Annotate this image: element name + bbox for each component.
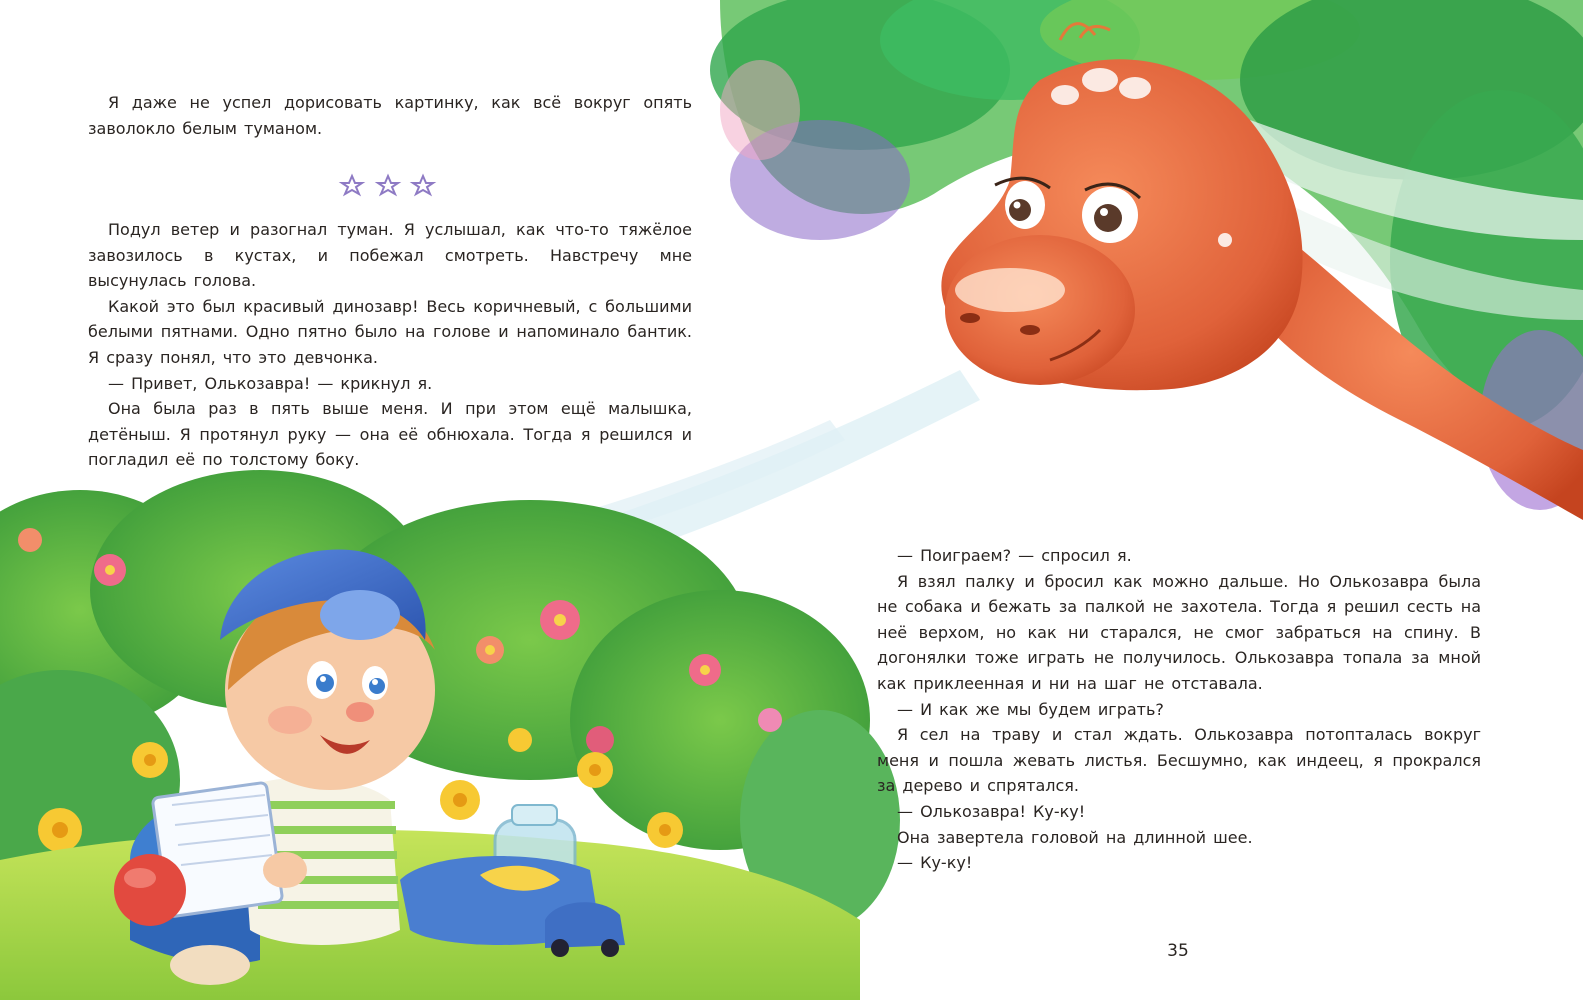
paragraph: — Олькозавра! Ку-ку! [897,801,1086,821]
paragraph: — И как же мы будем играть? [897,699,1164,719]
paragraph: Она завертела головой на длинной шее. [897,827,1253,847]
page-number: 35 [1167,941,1189,961]
paragraph: Я сел на траву и стал ждать. Олькозавра потопталась вокруг меня и пошла жевать листья. Бесшумно, как индеец, я прокрался за дерево и спрятался. [877,725,1481,796]
left-intro-text [88,90,692,141]
paragraph: — Ку-ку! [897,853,973,873]
three-stars-icon [342,176,433,194]
paragraph: Какой это был красивый динозавр! Весь коричневый, с большими белыми пятнами. Одно пятно было на голове и напоминало бантик. Я сразу понял, что это девчонка. [88,296,692,367]
left-column-text [88,217,692,473]
paragraph: Подул ветер и разогнал туман. Я услышал, как что-то тяжёлое завозилось в кустах, и побежал смотреть. Навстречу мне высунулась голова. [88,220,692,291]
paragraph: — Поиграем? — спросил я. [897,546,1132,565]
paragraph: Я взял палку и бросил как можно дальше. Но Олькозавра была не собака и бежать за палкой не захотела. Тогда я решил сесть на неё верхом, но как ни старался, не смог забраться на спину. В догонялки тоже играть не получилось. Олькозавра топала за мной как приклеенная и ни на шаг не отставала. [877,571,1481,693]
paragraph: Она была раз в пять выше меня. И при этом ещё малышка, детёныш. Я протянул руку — она её обнюхала. Тогда я решился и погладил её по толстому боку. [88,399,692,470]
paragraph: — Привет, Олькозавра! — крикнул я. [108,373,433,393]
intro-paragraph: Я даже не успел дорисовать картинку, как всё вокруг опять заволокло белым туманом. [88,93,692,138]
right-column-text [877,543,1481,876]
